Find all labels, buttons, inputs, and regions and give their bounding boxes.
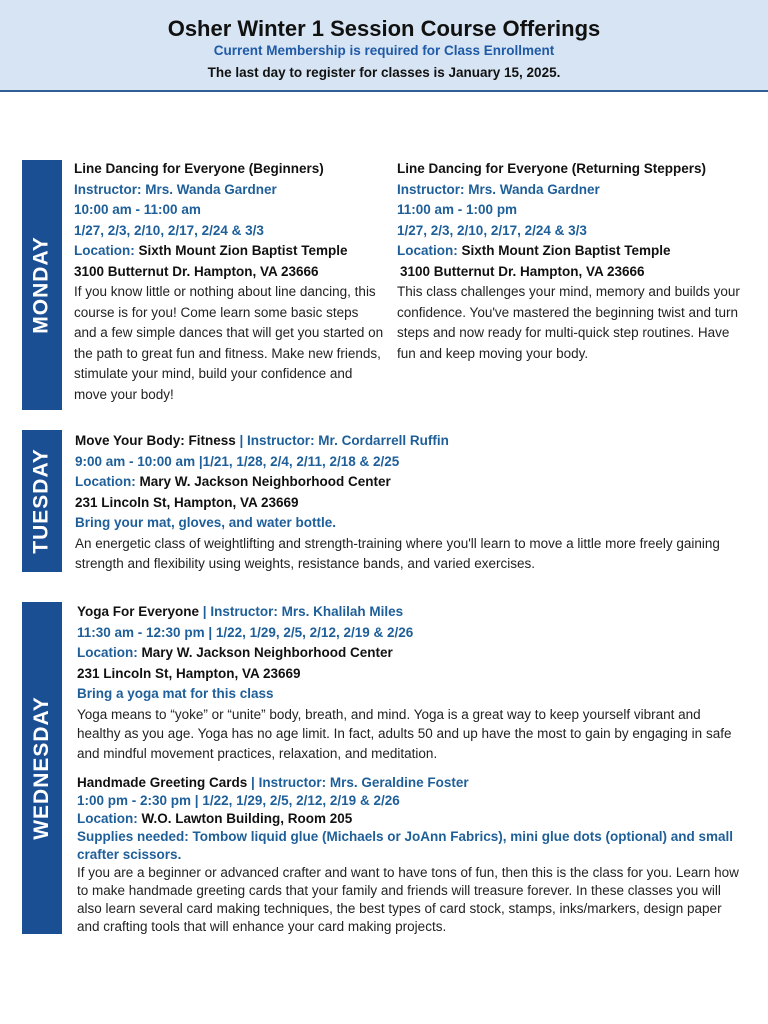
course-dates: 1/27, 2/3, 2/10, 2/17, 2/24 & 3/3 — [397, 222, 587, 238]
course-location — [77, 810, 745, 828]
location-label: Location: — [75, 474, 140, 489]
course-greeting-cards — [77, 774, 745, 936]
day-label-wednesday — [22, 602, 62, 934]
course-instructor: | Instructor: Mr. Cordarrell Ruffin — [235, 433, 449, 448]
course-location — [397, 241, 742, 262]
course-bring-items: Bring your mat, gloves, and water bottle. — [75, 515, 337, 530]
course-title: Line Dancing for Everyone (Returning Steppers) — [397, 161, 707, 176]
course-title: Move Your Body: Fitness — [75, 433, 236, 448]
course-fitness — [75, 431, 745, 575]
location-value: Sixth Mount Zion Baptist Temple — [461, 243, 671, 258]
location-label: Location: — [77, 645, 142, 660]
course-location — [77, 643, 742, 664]
page-header — [0, 0, 768, 92]
day-label-monday — [22, 160, 62, 410]
course-bring-items: Bring a yoga mat for this class — [77, 686, 274, 701]
course-heading — [75, 431, 745, 452]
course-dates: 1/27, 2/3, 2/10, 2/17, 2/24 & 3/3 — [74, 222, 264, 238]
course-schedule: 11:30 am - 12:30 pm | 1/22, 1/29, 2/5, 2/12, 2/19 & 2/26 — [77, 624, 414, 640]
course-description: Yoga means to “yoke” or “unite” body, breath, and mind. Yoga is a great way to keep yourself vibrant and healthy as you age. Yoga has no age limit. In fact, adults 50 and up have the most to gain by engaging in safe and mindful movement practices, relaxation, and meditation. — [77, 706, 732, 761]
location-value: Mary W. Jackson Neighborhood Center — [139, 474, 391, 489]
course-description: If you are a beginner or advanced crafter and want to have tons of fun, then this is the class for you. Learn how to make handmade greeting cards that your family and friends will treasure forever. In these classes you will also learn several card making techniques, the best types of card stock, stamps, inks/markers, design paper and crafting tools that will enhance your card making projects. — [77, 865, 739, 934]
course-instructor: | Instructor: Mrs. Khalilah Miles — [199, 604, 404, 619]
course-description: If you know little or nothing about line dancing, this course is for you! Come learn some basic steps and a few simple dances that will get you started on the path to great fun and fitness. Make new friends, stimulate your mind, build your confidence and move your body! — [74, 284, 384, 402]
course-address: 3100 Butternut Dr. Hampton, VA 23666 — [74, 263, 319, 279]
location-label: Location: — [74, 243, 139, 258]
day-label-text: TUESDAY — [30, 448, 54, 554]
course-line-dancing-returning — [397, 159, 742, 364]
course-title: Yoga For Everyone — [77, 604, 200, 619]
course-location — [74, 241, 384, 262]
day-label-text: MONDAY — [30, 236, 53, 334]
course-supplies: Supplies needed: Tombow liquid glue (Michaels or JoAnn Fabrics), mini glue dots (optional) and small crafter scissors. — [77, 829, 734, 862]
course-instructor: Instructor: Mrs. Wanda Gardner — [397, 181, 600, 197]
course-schedule: 1:00 pm - 2:30 pm | 1/22, 1/29, 2/5, 2/12, 2/19 & 2/26 — [77, 793, 400, 808]
course-address: 3100 Butternut Dr. Hampton, VA 23666 — [400, 263, 645, 279]
course-instructor: Instructor: Mrs. Wanda Gardner — [74, 181, 277, 197]
location-label: Location: — [397, 243, 462, 258]
location-value: W.O. Lawton Building, Room 205 — [141, 811, 353, 826]
course-heading — [77, 774, 745, 792]
course-description: An energetic class of weightlifting and strength-training where you'll learn to move a little more freely gaining strength and flexibility using weights, resistance bands, and varied exercises. — [75, 535, 720, 571]
course-heading — [77, 602, 742, 623]
course-line-dancing-beginners — [74, 159, 384, 405]
course-yoga — [77, 602, 742, 763]
registration-deadline: The last day to register for classes is January 15, 2025. — [207, 65, 561, 80]
location-label: Location: — [77, 811, 142, 826]
membership-notice: Current Membership is required for Class Enrollment — [213, 43, 555, 58]
course-location — [75, 472, 745, 493]
course-title: Handmade Greeting Cards — [77, 775, 248, 790]
course-address: 231 Lincoln St, Hampton, VA 23669 — [77, 665, 301, 681]
day-label-tuesday — [22, 430, 62, 572]
course-description: This class challenges your mind, memory and builds your confidence. You've mastered the beginning twist and turn steps and now ready for multi-quick step routines. Have fun and keep moving your body. — [397, 284, 740, 361]
course-title: Line Dancing for Everyone (Beginners) — [74, 161, 324, 176]
location-value: Mary W. Jackson Neighborhood Center — [141, 645, 393, 660]
course-time: 11:00 am - 1:00 pm — [397, 202, 518, 217]
course-time: 10:00 am - 11:00 am — [74, 202, 201, 217]
day-label-text: WEDNESDAY — [30, 696, 53, 840]
location-value: Sixth Mount Zion Baptist Temple — [138, 243, 348, 258]
course-instructor: | Instructor: Mrs. Geraldine Foster — [247, 775, 469, 790]
course-address: 231 Lincoln St, Hampton, VA 23669 — [75, 494, 299, 510]
course-schedule: 9:00 am - 10:00 am |1/21, 1/28, 2/4, 2/11, 2/18 & 2/25 — [75, 453, 400, 469]
page-title: Osher Winter 1 Session Course Offerings — [167, 16, 601, 41]
